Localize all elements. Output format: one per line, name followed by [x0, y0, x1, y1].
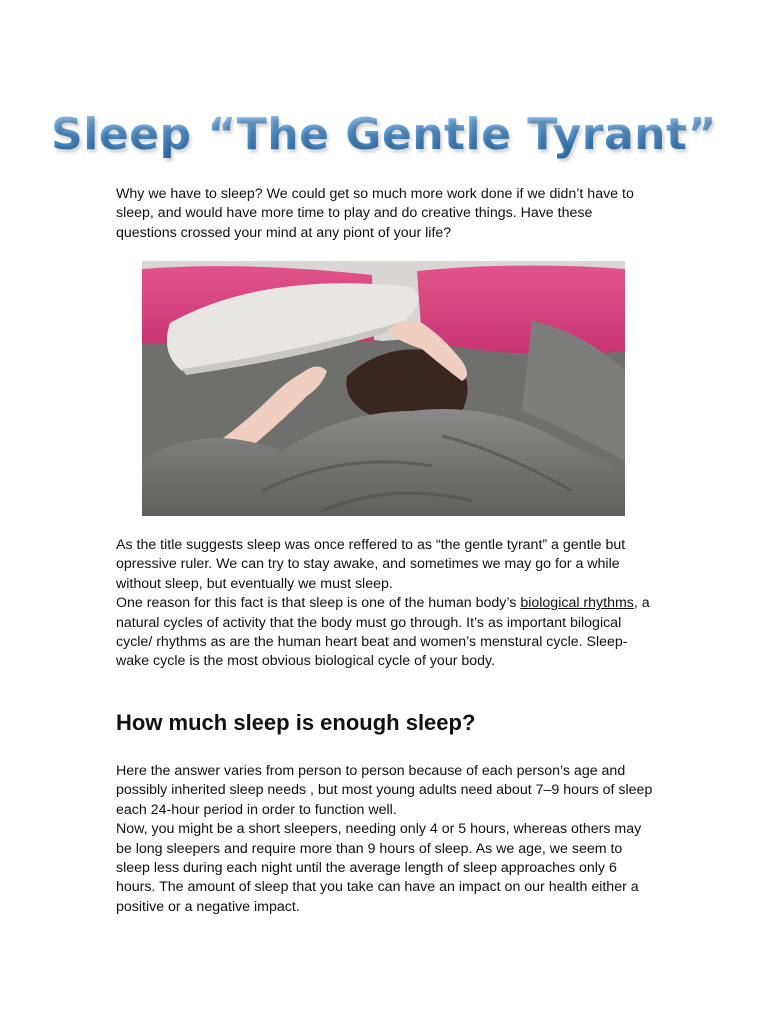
rhythms-text-before: One reason for this fact is that sleep is one of the human body’s [116, 595, 521, 612]
photo-illustration [142, 261, 625, 516]
tyrant-paragraph: As the title suggests sleep was once reffered to as “the gentle tyrant” a gentle but opressive ruler. We can try to stay awake, and sometimes we may go for a while without sleep, but eventually we must sleep. [116, 537, 626, 592]
body-section-1 [116, 536, 656, 672]
section-heading: How much sleep is enough sleep? [116, 710, 476, 735]
sleep-needs-paragraph: Here the answer varies from person to person because of each person’s age and possibly inherited sleep needs , but most young adults need about 7–9 hours of sleep each 24-hour period in order to function well. [116, 763, 653, 818]
short-long-sleepers-paragraph: Now, you might be a short sleepers, needing only 4 or 5 hours, whereas others may be long sleepers and require more than 9 hours of sleep. As we age, we seem to sleep less during each night until the average length of sleep approaches only 6 hours. The amount of sleep that you take can have an impact on our health either a positive or a negative impact. [116, 821, 642, 915]
body-section-2 [116, 762, 656, 917]
sleeping-person-photo [142, 261, 625, 516]
intro-paragraph [116, 185, 656, 243]
rhythms-paragraph [116, 594, 656, 672]
intro-text: Why we have to sleep? We could get so much more work done if we didn’t have to sleep, and would have more time to play and do creative things. Have these questions crossed your mind at any piont of your life? [116, 186, 634, 241]
page-title: Sleep “The Gentle Tyrant” [0, 109, 768, 160]
rhythms-text-after: , a natural cycles of activity that the body must go through. It’s as important bilogical cycle/ rhythms as are the human heart beat and women’s menstural cycle. Sleep-wake cycle is the most obvious biological cycle of your body. [116, 595, 650, 670]
biological-rhythms-link[interactable]: biological rhythms [520, 595, 634, 612]
